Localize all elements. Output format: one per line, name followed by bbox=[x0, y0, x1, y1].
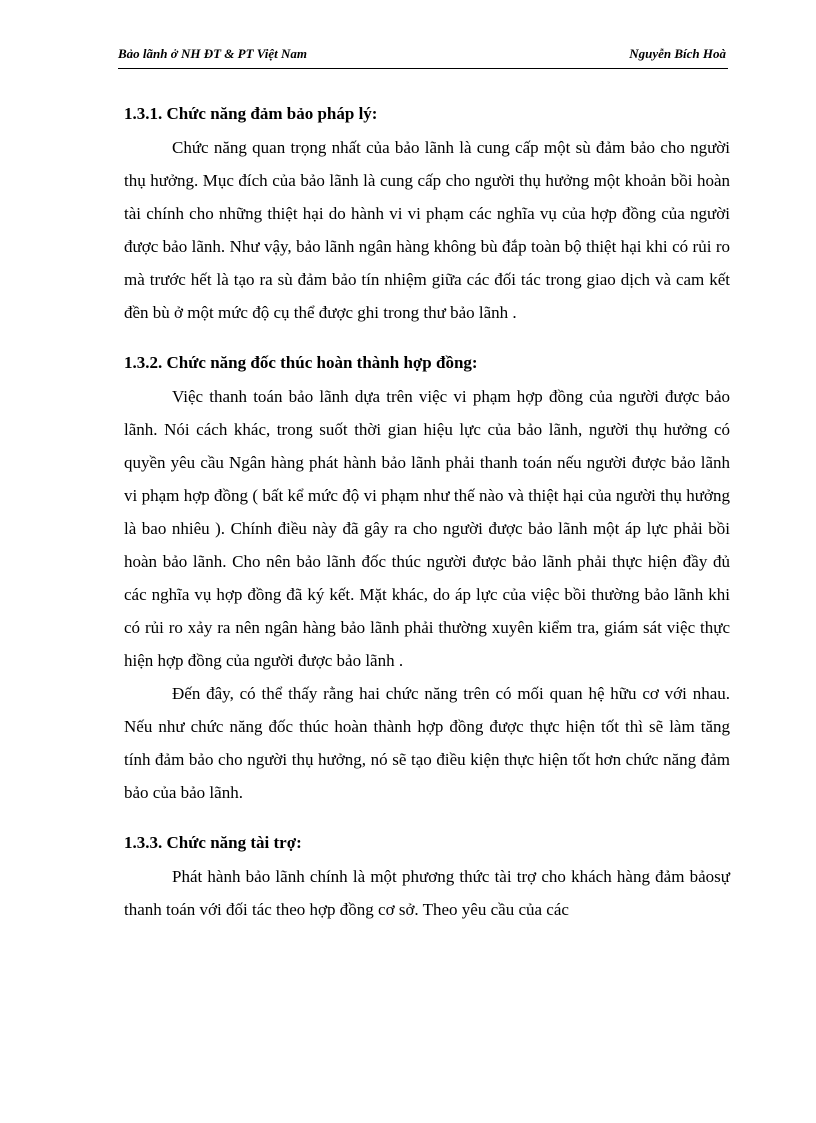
paragraph: Chức năng quan trọng nhất của bảo lãnh là cung cấp một sù đảm bảo cho người thụ hưởng. Mục đích của bảo lãnh là cung cấp cho người thụ hưởng một khoản bồi hoàn tài chính cho những thiệt hại do hành vi vi phạm các nghĩa vụ của hợp đồng của người được bảo lãnh. Như vậy, bảo lãnh ngân hàng không bù đắp toàn bộ thiệt hại khi có rủi ro mà trước hết là tạo ra sù đảm bảo tín nhiệm giữa các đối tác trong giao dịch và cam kết đền bù ở một mức độ cụ thể được ghi trong thư bảo lãnh . bbox=[124, 138, 730, 322]
paragraph: Phát hành bảo lãnh chính là một phương thức tài trợ cho khách hàng đảm bảosự thanh toán với đối tác theo hợp đồng cơ sở. Theo yêu cầu của các bbox=[124, 867, 730, 919]
paragraph: Đến đây, có thể thấy rằng hai chức năng trên có mối quan hệ hữu cơ với nhau. Nếu như chức năng đốc thúc hoàn thành hợp đồng được thực hiện tốt thì sẽ làm tăng tính đảm bảo cho người thụ hưởng, nó sẽ tạo điều kiện thực hiện tốt hơn chức năng đảm bảo của bảo lãnh. bbox=[124, 684, 730, 802]
section-gap bbox=[124, 329, 730, 346]
paragraph: Việc thanh toán bảo lãnh dựa trên việc vi phạm hợp đồng của người được bảo lãnh. Nói cách khác, trong suốt thời gian hiệu lực của bảo lãnh, người thụ hưởng có quyền yêu cầu Ngân hàng phát hành bảo lãnh phải thanh toán nếu người được bảo lãnh vi phạm hợp đồng ( bất kể mức độ vi phạm như thế nào và thiệt hại của người thụ hưởng là bao nhiêu ). Chính điều này đã gây ra cho người được bảo lãnh một áp lực phải bồi hoàn bảo lãnh. Cho nên bảo lãnh đốc thúc người được bảo lãnh phải thực hiện đầy đủ các nghĩa vụ hợp đồng đã ký kết. Mặt khác, do áp lực của việc bồi thường bảo lãnh khi có rủi ro xảy ra nên ngân hàng bảo lãnh phải thường xuyên kiểm tra, giám sát việc thực hiện hợp đồng của người được bảo lãnh . bbox=[124, 387, 730, 670]
section-1-3-3 bbox=[124, 826, 730, 926]
running-header bbox=[118, 42, 728, 69]
header-author-name: Nguyễn Bích Hoà bbox=[629, 46, 726, 61]
section-heading: 1.3.3. Chức năng tài trợ: bbox=[124, 833, 302, 852]
section-1-3-2 bbox=[124, 346, 730, 809]
header-document-title: Bảo lãnh ở NH ĐT & PT Việt Nam bbox=[118, 46, 307, 61]
section-gap bbox=[124, 809, 730, 826]
page-body bbox=[124, 97, 730, 926]
section-1-3-1 bbox=[124, 97, 730, 329]
section-heading: 1.3.1. Chức năng đảm bảo pháp lý: bbox=[124, 104, 378, 123]
section-heading: 1.3.2. Chức năng đốc thúc hoàn thành hợp đồng: bbox=[124, 353, 478, 372]
